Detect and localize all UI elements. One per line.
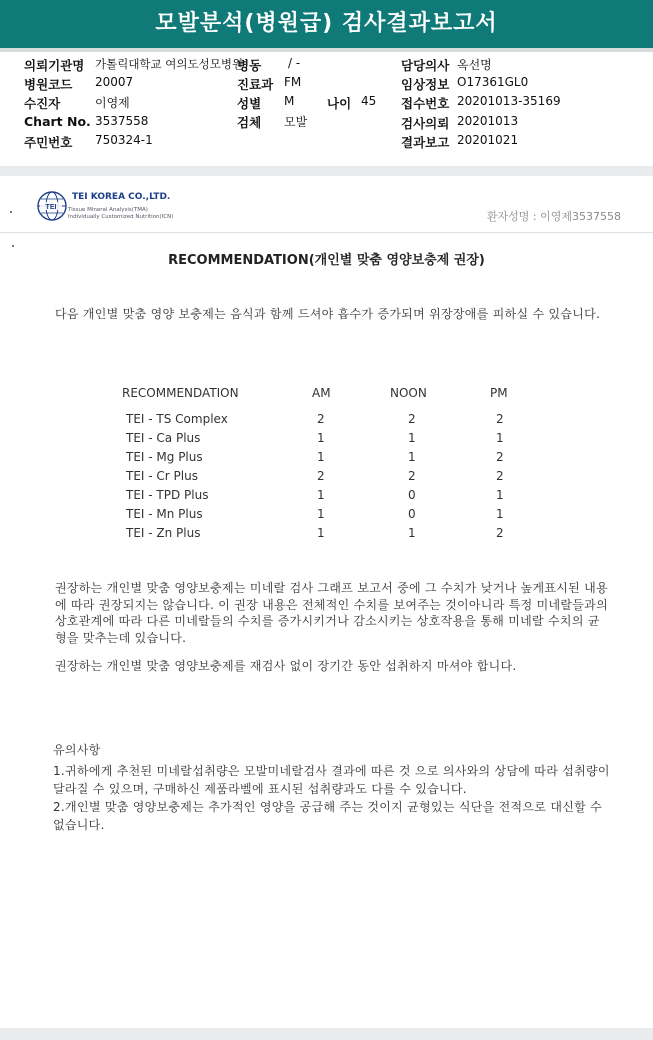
resident-no-value: 750324-1 [95, 133, 153, 147]
noon-dose: 0 [408, 488, 416, 502]
pm-dose: 2 [496, 469, 504, 483]
explanation-paragraph: 권장하는 개인별 맞춤 영양보충제는 미네랄 검사 그래프 보고서 중에 그 수치가 낮거나 높게표시된 내용에 따라 권장되지는 않습니다. 이 권장 내용은 전체적인 수치를 보여주는 것이아니라 특정 미네랄들과의 상호관계에 따라 다른 미네랄들의 수치를 증가시키거나 감소시키는 상호작용을 통해 미네랄 수치의 균형을 맞추는데 있습니다. [55, 581, 608, 645]
explanation-warning: 권장하는 개인별 맞춤 영양보충제를 재검사 없이 장기간 동안 섭취하지 마셔야 합니다. [55, 659, 517, 673]
requested-value: 20201013 [457, 114, 519, 128]
ward-value: / - [288, 56, 301, 70]
noon-dose: 1 [408, 450, 416, 464]
recommendation-title: RECOMMENDATION(개인별 맞춤 영양보충제 권장) [168, 253, 485, 268]
examinee-value: 이영제 [95, 96, 130, 110]
col-header-pm: PM [490, 386, 508, 400]
age-label: 나이 [327, 96, 352, 111]
noon-dose: 1 [408, 431, 416, 445]
hospital-code-value: 20007 [95, 75, 134, 89]
am-dose: 1 [317, 526, 325, 540]
am-dose: 1 [317, 450, 325, 464]
am-dose: 1 [317, 488, 325, 502]
chart-no-label: Chart No. [24, 114, 91, 129]
supplement-name: TEI - Mg Plus [126, 450, 203, 464]
noon-dose: 0 [408, 507, 416, 521]
pm-dose: 2 [496, 450, 504, 464]
col-header-am: AM [312, 386, 331, 400]
doctor-value: 옥선명 [457, 58, 492, 72]
noon-dose: 2 [408, 412, 416, 426]
table-row [126, 412, 526, 431]
supplement-name: TEI - Ca Plus [126, 431, 201, 445]
table-row [126, 488, 526, 507]
table-row [126, 526, 526, 545]
clinical-info-value: O17361GL0 [457, 75, 529, 89]
recommendation-document [0, 176, 653, 1028]
globe-icon [36, 190, 68, 222]
noon-dose: 2 [408, 469, 416, 483]
scan-dot [10, 211, 12, 213]
supplement-name: TEI - TS Complex [126, 412, 228, 426]
am-dose: 2 [317, 469, 325, 483]
institution-value: 가톨릭대학교 여의도성모병원 [95, 57, 244, 71]
am-dose: 1 [317, 507, 325, 521]
department-value: FM [284, 75, 302, 89]
age-value: 45 [361, 94, 377, 108]
patient-name-label: 환자성명 : 이영제3537558 [486, 210, 621, 223]
patient-info-panel [0, 52, 653, 165]
table-row [126, 507, 526, 526]
examinee-label: 수진자 [24, 96, 61, 111]
section-divider [0, 166, 653, 176]
sex-label: 성별 [237, 96, 262, 111]
col-header-noon: NOON [390, 386, 427, 400]
reported-label: 결과보고 [401, 135, 450, 150]
svg-text:TEI: TEI [45, 204, 57, 211]
tei-logo [30, 188, 174, 224]
supplement-name: TEI - Cr Plus [126, 469, 198, 483]
receipt-no-value: 20201013-35169 [457, 94, 561, 108]
noon-dose: 1 [408, 526, 416, 540]
resident-no-label: 주민번호 [24, 135, 73, 150]
header-rule [0, 232, 653, 233]
pm-dose: 1 [496, 488, 504, 502]
scan-dot [12, 245, 14, 247]
notes-item-1: 1.귀하에게 추천된 미네랄섭취량은 모발미네랄검사 결과에 따른 것 으로 의사와의 상담에 따라 섭취량이 달라질 수 있으며, 구매하신 제품라벨에 표시된 섭취량과도 다를 수 있습니다. [53, 764, 610, 796]
table-row [126, 469, 526, 488]
notes-item-2: 2.개인별 맞춤 영양보충제는 추가적인 영양을 공급해 주는 것이지 균형있는 식단을 전적으로 대신할 수 없습니다. [53, 800, 602, 832]
am-dose: 2 [317, 412, 325, 426]
logo-company-name: TEI KOREA CO.,LTD. [72, 192, 171, 202]
table-row [126, 450, 526, 469]
sex-value: M [284, 94, 295, 108]
am-dose: 1 [317, 431, 325, 445]
clinical-info-label: 임상정보 [401, 77, 450, 92]
specimen-label: 검체 [237, 115, 262, 130]
pm-dose: 2 [496, 412, 504, 426]
report-title: 모발분석(병원급) 검사결과보고서 [155, 11, 498, 36]
col-header-recommendation: RECOMMENDATION [122, 386, 239, 400]
requested-label: 검사의뢰 [401, 116, 450, 131]
intro-paragraph: 다음 개인별 맞춤 영양 보충제는 음식과 함께 드셔야 흡수가 증가되며 위장장애를 피하실 수 있습니다. [55, 307, 601, 321]
ward-label: 병동 [237, 58, 262, 73]
table-row [126, 431, 526, 450]
supplement-name: TEI - Zn Plus [126, 526, 201, 540]
pm-dose: 2 [496, 526, 504, 540]
supplement-name: TEI - Mn Plus [126, 507, 203, 521]
logo-subtitle-2: Individually Customized Nutrition(ICN) [68, 214, 174, 220]
notes-title: 유의사항 [53, 743, 101, 757]
department-label: 진료과 [237, 77, 274, 92]
pm-dose: 1 [496, 431, 504, 445]
reported-value: 20201021 [457, 133, 519, 147]
receipt-no-label: 접수번호 [401, 96, 450, 111]
footer-band [0, 1028, 653, 1040]
logo-subtitle-1: Tissue Mineral Analysis(TMA) [68, 207, 148, 213]
specimen-value: 모발 [284, 115, 308, 129]
doctor-label: 담당의사 [401, 58, 450, 73]
hospital-code-label: 병원코드 [24, 77, 73, 92]
report-header-bar [0, 0, 653, 52]
chart-no-value: 3537558 [95, 114, 149, 128]
supplement-name: TEI - TPD Plus [126, 488, 209, 502]
institution-label: 의뢰기관명 [24, 58, 85, 73]
pm-dose: 1 [496, 507, 504, 521]
